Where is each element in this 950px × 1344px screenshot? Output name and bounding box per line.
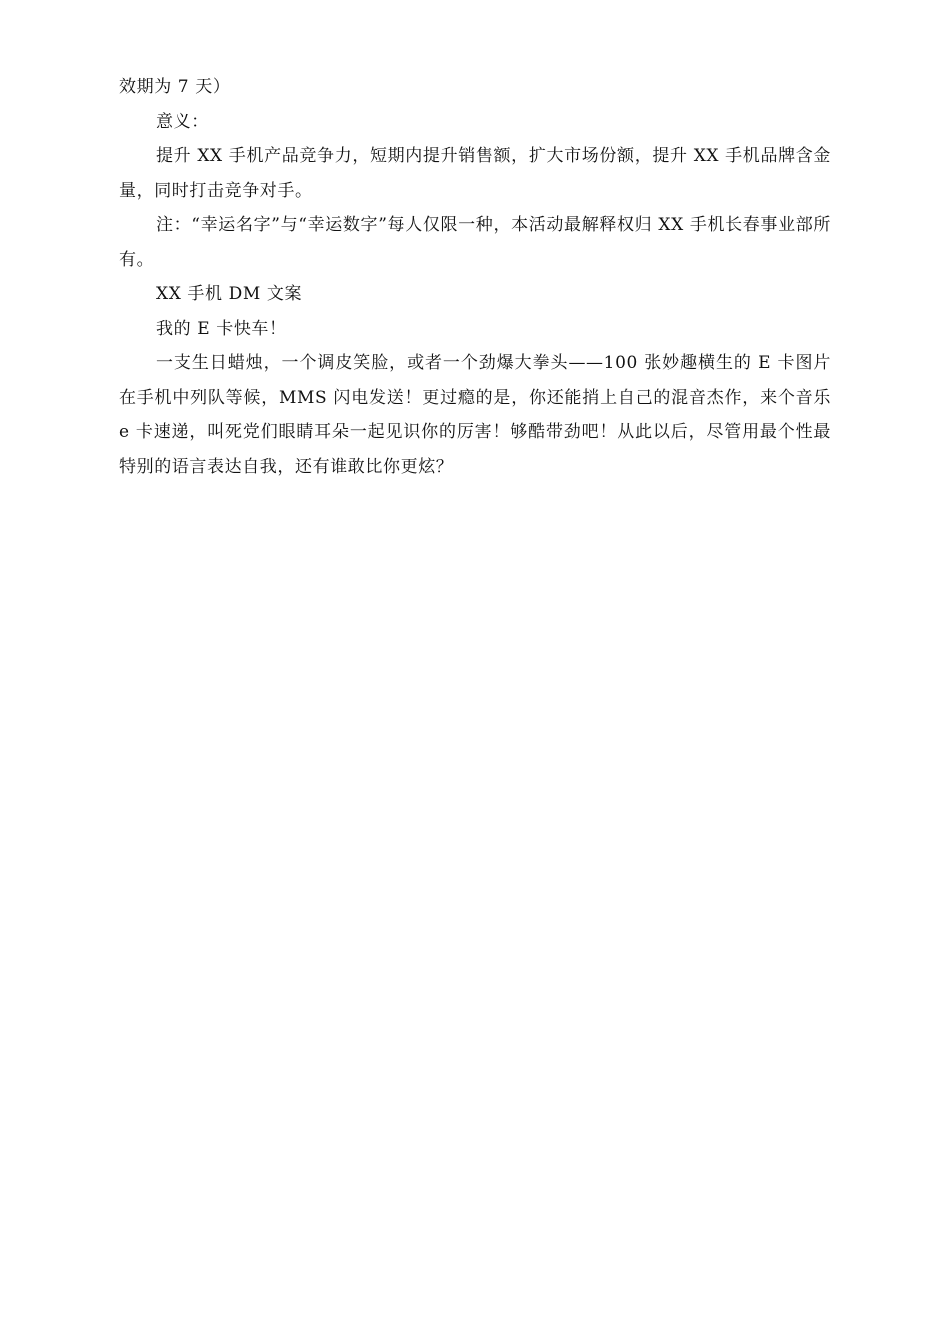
paragraph-dm-heading: XX 手机 DM 文案 (156, 284, 303, 304)
paragraph-validity-tail: 效期为 7 天） (119, 77, 231, 97)
paragraph-significance-body: 提升 XX 手机产品竞争力，短期内提升销售额，扩大市场份额，提升 XX 手机品牌含金量，同时打击竞争对手。 (119, 146, 831, 201)
paragraph-dm-title: 我的 E 卡快车！ (156, 318, 287, 339)
document-body (119, 70, 831, 484)
paragraph-significance-heading: 意义： (156, 111, 209, 132)
paragraph-note: 注：“幸运名字”与“幸运数字”每人仅限一种，本活动最解释权归 XX 手机长春事业部所有。 (119, 215, 831, 270)
paragraph-dm-body: 一支生日蜡烛，一个调皮笑脸，或者一个劲爆大拳头——100 张妙趣横生的 E 卡图片在手机中列队等候，MMS 闪电发送！更过瘾的是，你还能捎上自己的混音杰作，来个音乐 e 卡速递，叫死党们眼睛耳朵一起见识你的厉害！够酷带劲吧！从此以后，尽管用最个性最特别的语言表达自我，还有谁敢比你更炫？ (119, 353, 831, 477)
